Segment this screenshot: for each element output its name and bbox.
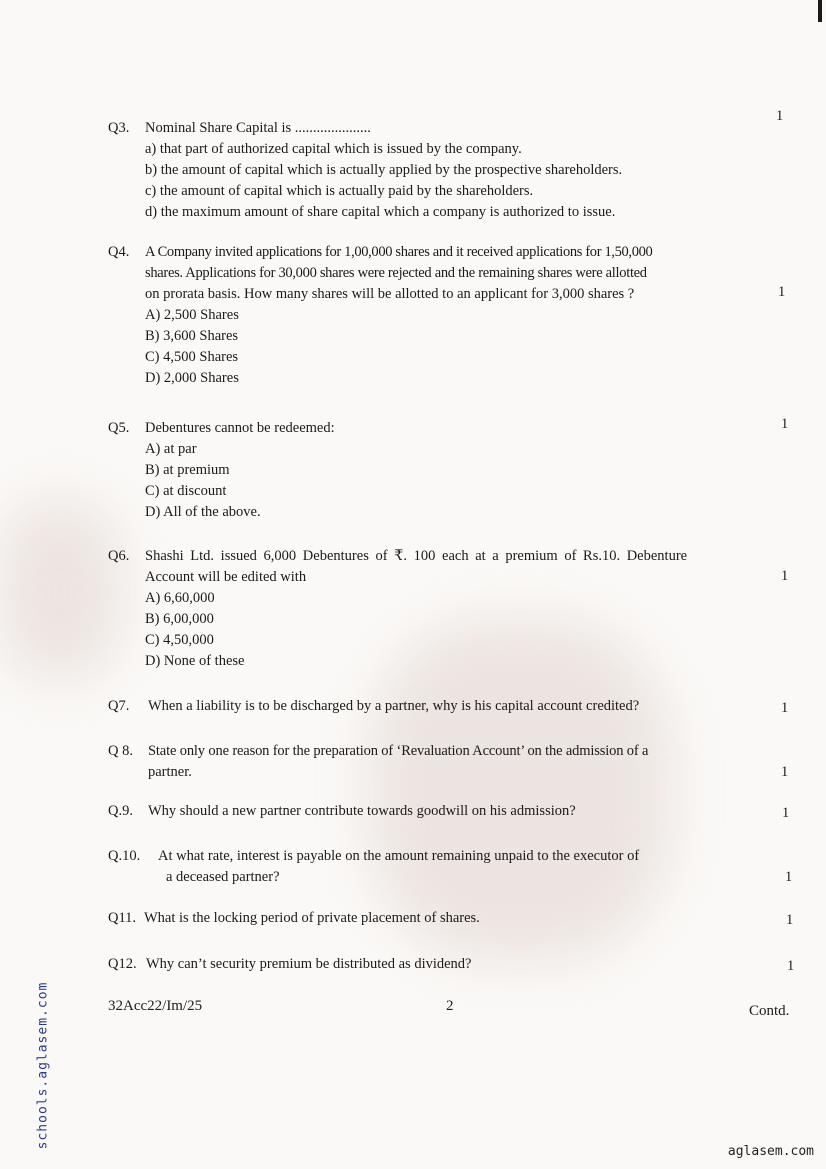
question-number: Q3.	[108, 120, 130, 136]
question-text: Nominal Share Capital is .....................	[145, 120, 371, 136]
page-number: 2	[446, 998, 454, 1014]
question-number: Q12.	[108, 956, 137, 972]
bottom-watermark: aglasem.com	[727, 1144, 814, 1159]
question-text: What is the locking period of private placement of shares.	[144, 910, 480, 926]
marks: 1	[781, 416, 789, 432]
question-text-line: Account will be edited with	[145, 569, 307, 585]
question-text: Why should a new partner contribute towards goodwill on his admission?	[148, 803, 576, 819]
question-text-line: Shashi Ltd. issued 6,000 Debentures of ₹. 100 each at a premium of Rs.10. Debenture	[145, 548, 688, 564]
option-c: c) the amount of capital which is actually paid by the shareholders.	[145, 183, 534, 199]
option-a: A) at par	[145, 441, 197, 457]
option-b: B) 3,600 Shares	[145, 328, 239, 344]
question-number: Q.10.	[108, 848, 141, 864]
scan-corner-mark	[818, 0, 822, 22]
option-b: B) 6,00,000	[145, 611, 214, 627]
paper-code: 32Acc22/Im/25	[108, 998, 203, 1014]
marks: 1	[782, 805, 790, 821]
marks: 1	[781, 568, 789, 584]
question-text-line: a deceased partner?	[166, 869, 280, 885]
marks: 1	[776, 108, 784, 124]
option-d: d) the maximum amount of share capital which a company is authorized to issue.	[145, 204, 616, 220]
question-number: Q.9.	[108, 803, 133, 819]
marks: 1	[781, 764, 789, 780]
scan-smudge	[0, 500, 120, 680]
question-number: Q7.	[108, 698, 130, 714]
question-text-line: on prorata basis. How many shares will be allotted to an applicant for 3,000 shares ?	[145, 286, 635, 302]
option-b: b) the amount of capital which is actually applied by the prospective shareholders.	[145, 162, 623, 178]
option-d: D) All of the above.	[145, 504, 261, 520]
question-number: Q 8.	[108, 743, 133, 759]
contd-label: Contd.	[749, 1003, 790, 1019]
question-text-line: A Company invited applications for 1,00,000 shares and it received applications for 1,50,000	[145, 244, 653, 260]
question-text: Why can’t security premium be distributed as dividend?	[146, 956, 472, 972]
marks: 1	[786, 912, 794, 928]
option-a: a) that part of authorized capital which is issued by the company.	[145, 141, 522, 157]
question-text-line: partner.	[148, 764, 192, 780]
option-c: C) 4,500 Shares	[145, 349, 239, 365]
marks: 1	[785, 869, 793, 885]
question-text-line: State only one reason for the preparation of ‘Revaluation Account’ on the admission of a	[148, 743, 649, 759]
option-c: C) at discount	[145, 483, 227, 499]
option-b: B) at premium	[145, 462, 230, 478]
question-number: Q11.	[108, 910, 137, 926]
question-text-line: shares. Applications for 30,000 shares were rejected and the remaining shares were allotted	[145, 265, 647, 281]
question-number: Q6.	[108, 548, 130, 564]
question-number: Q5.	[108, 420, 130, 436]
option-a: A) 6,60,000	[145, 590, 215, 606]
option-c: C) 4,50,000	[145, 632, 214, 648]
marks: 1	[781, 700, 789, 716]
option-d: D) None of these	[145, 653, 245, 669]
option-d: D) 2,000 Shares	[145, 370, 239, 386]
side-watermark: schools.aglasem.com	[35, 981, 51, 1150]
question-number: Q4.	[108, 244, 130, 260]
question-text-line: At what rate, interest is payable on the amount remaining unpaid to the executor of	[158, 848, 640, 864]
option-a: A) 2,500 Shares	[145, 307, 239, 323]
question-text: Debentures cannot be redeemed:	[145, 420, 335, 436]
question-text: When a liability is to be discharged by a partner, why is his capital account credited?	[148, 698, 640, 714]
marks: 1	[787, 958, 795, 974]
marks: 1	[778, 284, 786, 300]
